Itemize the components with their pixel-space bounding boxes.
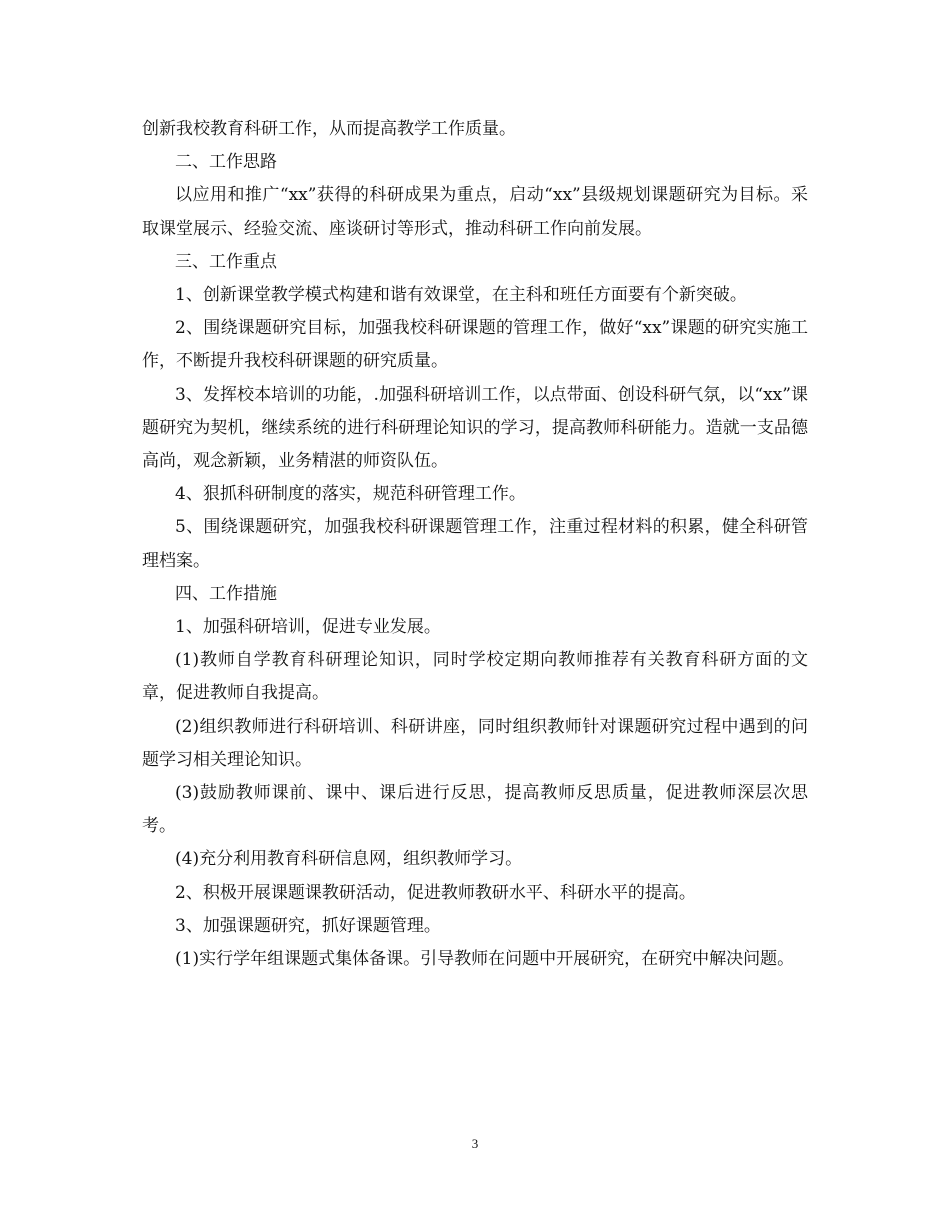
- paragraph: 以应用和推广“xx”获得的科研成果为重点，启动“xx”县级规划课题研究为目标。采取课堂展示、经验交流、座谈研讨等形式，推动科研工作向前发展。: [142, 185, 808, 239]
- list-item: 1、加强科研培训，促进专业发展。: [175, 617, 441, 638]
- paragraph: 创新我校教育科研工作，从而提高教学工作质量。: [142, 119, 516, 139]
- list-item: 4、狠抓科研制度的落实，规范科研管理工作。: [175, 484, 526, 505]
- list-item: 1、创新课堂教学模式构建和谐有效课堂，在主科和班任方面要有个新突破。: [175, 285, 747, 306]
- section-heading: 二、工作思路: [175, 152, 277, 173]
- page-number: 3: [471, 1136, 479, 1151]
- document-body: [142, 113, 808, 976]
- list-item: 2、积极开展课题课教研活动，促进教师教研水平、科研水平的提高。: [175, 882, 696, 903]
- sub-list-item: (2)组织教师进行科研培训、科研讲座，同时组织教师针对课题研究过程中遇到的问题学习相关理论知识。: [142, 716, 808, 770]
- section-heading: 三、工作重点: [175, 251, 277, 272]
- section-heading: 四、工作措施: [175, 583, 277, 604]
- list-item: 2、围绕课题研究目标，加强我校科研课题的管理工作，做好“xx”课题的研究实施工作，不断提升我校科研课题的研究质量。: [142, 318, 808, 372]
- list-item: 5、围绕课题研究，加强我校科研课题管理工作，注重过程材料的积累，健全科研管理档案。: [142, 517, 808, 571]
- list-item: 3、加强课题研究，抓好课题管理。: [175, 915, 441, 936]
- sub-list-item: (3)鼓励教师课前、课中、课后进行反思，提高教师反思质量，促进教师深层次思考。: [142, 783, 808, 837]
- sub-list-item: (4)充分利用教育科研信息网，组织教师学习。: [175, 849, 523, 870]
- list-item: 3、发挥校本培训的功能，.加强科研培训工作，以点带面、创设科研气氛，以“xx”课题研究为契机，继续系统的进行科研理论知识的学习，提高教师科研能力。造就一支品德高尚，观念新颖，业务精湛的师资队伍。: [142, 384, 808, 472]
- sub-list-item: (1)教师自学教育科研理论知识，同时学校定期向教师推荐有关教育科研方面的文章，促进教师自我提高。: [142, 650, 808, 704]
- sub-list-item: (1)实行学年组课题式集体备课。引导教师在问题中开展研究，在研究中解决问题。: [175, 949, 795, 970]
